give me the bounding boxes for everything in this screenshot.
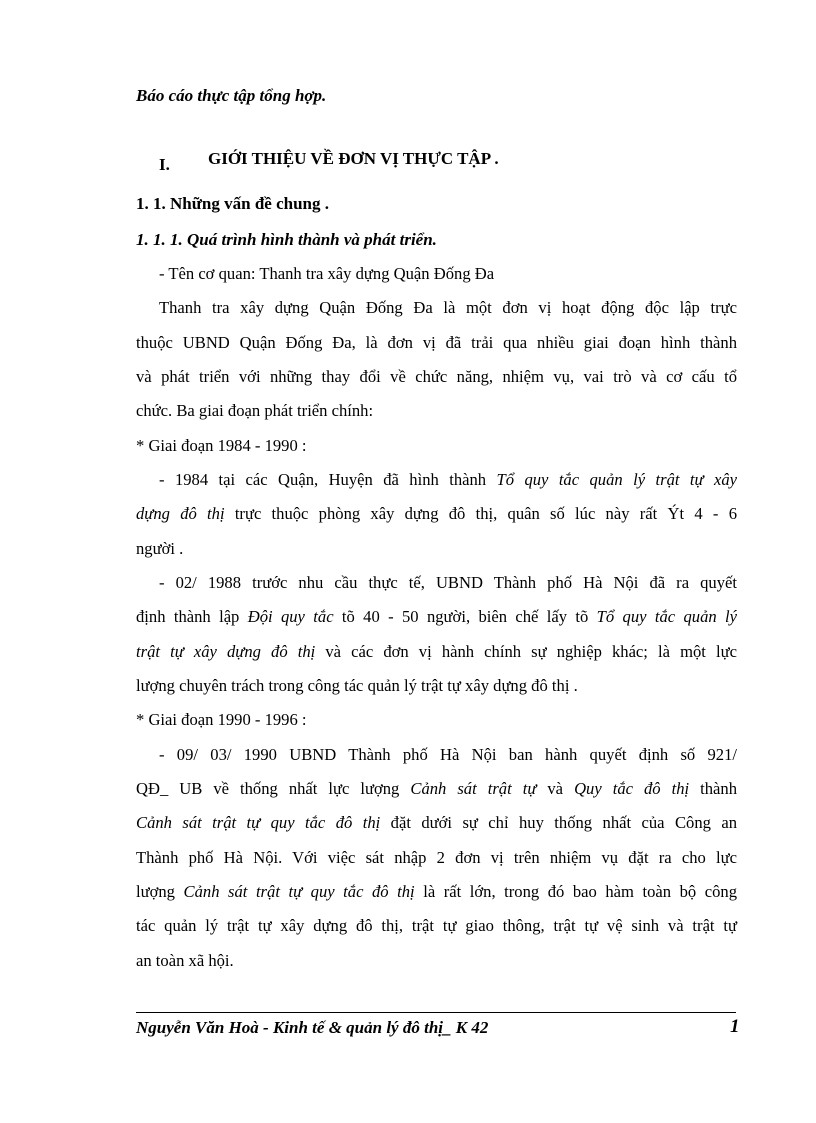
subsection-title: 1. 1. Những vấn đề chung . <box>136 194 330 213</box>
stage1-heading: * Giai đoạn 1984 - 1990 : <box>136 436 307 455</box>
footer-divider <box>136 1012 736 1013</box>
stage2-item1-line-5: lượng Cảnh sát trật tự quy tắc đô thị là rất lớn, trong đó bao hàm toàn bộ công <box>136 882 738 901</box>
intro-line-3: và phát triển với những thay đổi về chức năng, nhiệm vụ, vai trò và cơ cấu tổ <box>136 367 737 386</box>
stage1-item1-line-2: dựng đô thị trực thuộc phòng xây dựng đô thị, quân số lúc này rất Ýt 4 - 6 <box>136 504 737 523</box>
stage2-item1-line-1: - 09/ 03/ 1990 UBND Thành phố Hà Nội ban hành quyết định số 921/ <box>159 745 737 764</box>
intro-line-4: chức. Ba giai đoạn phát triển chính: <box>136 401 374 420</box>
stage2-item1-line-2: QĐ_ UB về thống nhất lực lượng Cảnh sát trật tự và Quy tắc đô thị thành <box>136 779 738 798</box>
stage2-item1-line-7: an toàn xã hội. <box>136 951 234 970</box>
stage2-item1-line-4: Thành phố Hà Nội. Với việc sát nhập 2 đơn vị trên nhiệm vụ đặt ra cho lực <box>136 848 737 867</box>
footer-author: Nguyễn Văn Hoà - Kinh tế & quản lý đô thị_ K 42 <box>136 1018 489 1037</box>
section-number: I. <box>159 155 170 174</box>
stage1-item2-line-3: trật tự xây dựng đô thị và các đơn vị hành chính sự nghiệp khác; là một lực <box>136 642 737 661</box>
stage1-item2-line-2: định thành lập Đội quy tắc tõ 40 - 50 người, biên chế lấy tõ Tổ quy tắc quản lý <box>136 607 738 626</box>
stage2-item1-line-3: Cảnh sát trật tự quy tắc đô thị đặt dưới sự chỉ huy thống nhất của Công an <box>136 813 737 832</box>
subsubsection-title: 1. 1. 1. Quá trình hình thành và phát triển. <box>136 230 437 249</box>
section-title: GIỚI THIỆU VỀ ĐƠN VỊ THỰC TẬP . <box>208 149 499 168</box>
page-number: 1 <box>730 1016 740 1037</box>
stage2-heading: * Giai đoạn 1990 - 1996 : <box>136 710 307 729</box>
agency-line: - Tên cơ quan: Thanh tra xây dựng Quận Đống Đa <box>159 264 495 283</box>
intro-line-2: thuộc UBND Quận Đống Đa, là đơn vị đã trải qua nhiều giai đoạn hình thành <box>136 333 737 352</box>
stage2-item1-line-6: tác quản lý trật tự xây dựng đô thị, trật tự giao thông, trật tự vệ sinh và trật tự <box>136 916 737 935</box>
stage1-item1-line-3: người . <box>136 539 184 558</box>
stage1-item2-line-4: lượng chuyên trách trong công tác quản lý trật tự xây dựng đô thị . <box>136 676 578 695</box>
stage1-item2-line-1: - 02/ 1988 trước nhu cầu thực tế, UBND Thành phố Hà Nội đã ra quyết <box>159 573 737 592</box>
report-header: Báo cáo thực tập tổng hợp. <box>136 86 327 105</box>
intro-line-1: Thanh tra xây dựng Quận Đống Đa là một đơn vị hoạt động độc lập trực <box>159 298 737 317</box>
stage1-item1-line-1: - 1984 tại các Quận, Huyện đã hình thành Tổ quy tắc quản lý trật tự xây <box>159 470 737 489</box>
